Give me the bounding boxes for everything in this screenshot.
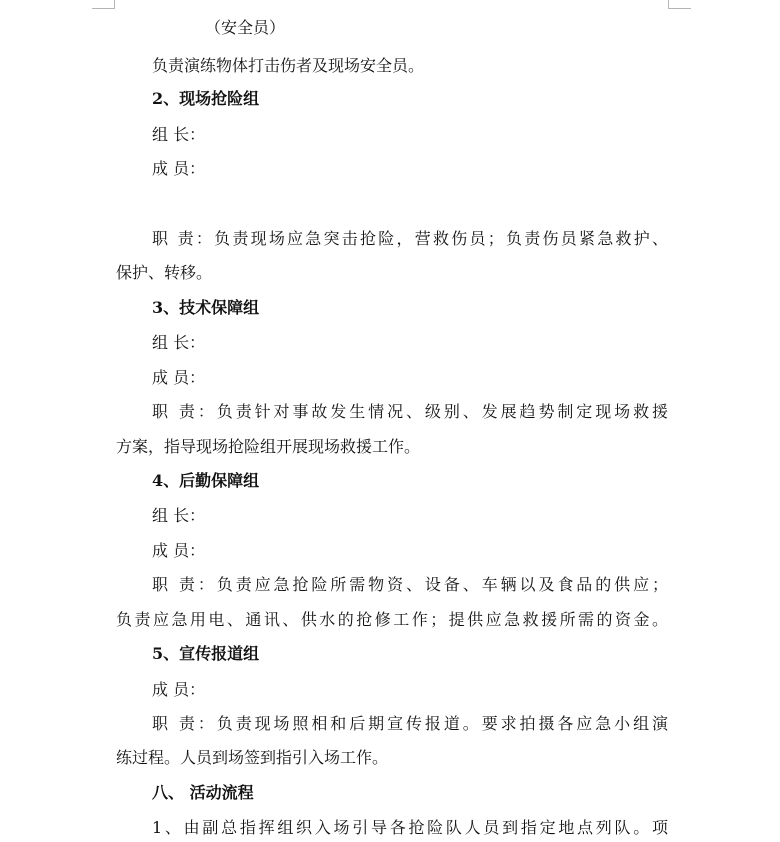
- responsibility-text: 负责演练物体打击伤者及现场安全员。: [152, 56, 425, 75]
- activity-step-text: 1、由副总指挥组织入场引导各抢险队人员到指定地点列队。项: [152, 818, 668, 837]
- leader-label: 组 长：: [152, 333, 206, 352]
- members-label: 成 员：: [152, 159, 206, 178]
- section-heading-activity-flow: 八、 活动流程: [152, 783, 254, 802]
- duty-text-continued: 保护、转移。: [116, 263, 213, 282]
- members-label: 成 员：: [152, 541, 206, 560]
- members-label: 成 员：: [152, 368, 206, 387]
- duty-text: 职 责：负责针对事故发生情况、级别、发展趋势制定现场救援: [152, 402, 668, 421]
- duty-text: 职 责：负责现场应急突击抢险，营救伤员；负责伤员紧急救护、: [152, 229, 668, 248]
- section-heading-publicity: 5、宣传报道组: [152, 644, 260, 663]
- leader-label: 组 长：: [152, 125, 206, 144]
- duty-text: 职 责：负责现场照相和后期宣传报道。要求拍摄各应急小组演: [152, 714, 668, 733]
- members-label: 成 员：: [152, 680, 206, 699]
- section-heading-technical: 3、技术保障组: [152, 298, 260, 317]
- duty-text-continued: 练过程。人员到场签到指引入场工作。: [116, 748, 389, 767]
- duty-text-continued: 负责应急用电、通讯、供水的抢修工作；提供应急救援所需的资金。: [116, 610, 668, 629]
- duty-text-continued: 方案，指导现场抢险组开展现场救援工作。: [116, 437, 421, 456]
- duty-text: 职 责：负责应急抢险所需物资、设备、车辆以及食品的供应；: [152, 575, 668, 594]
- leader-label: 组 长：: [152, 506, 206, 525]
- section-heading-logistics: 4、后勤保障组: [152, 471, 260, 490]
- section-heading-rescue: 2、现场抢险组: [152, 89, 260, 108]
- safety-officer-label: （安全员）: [205, 18, 286, 37]
